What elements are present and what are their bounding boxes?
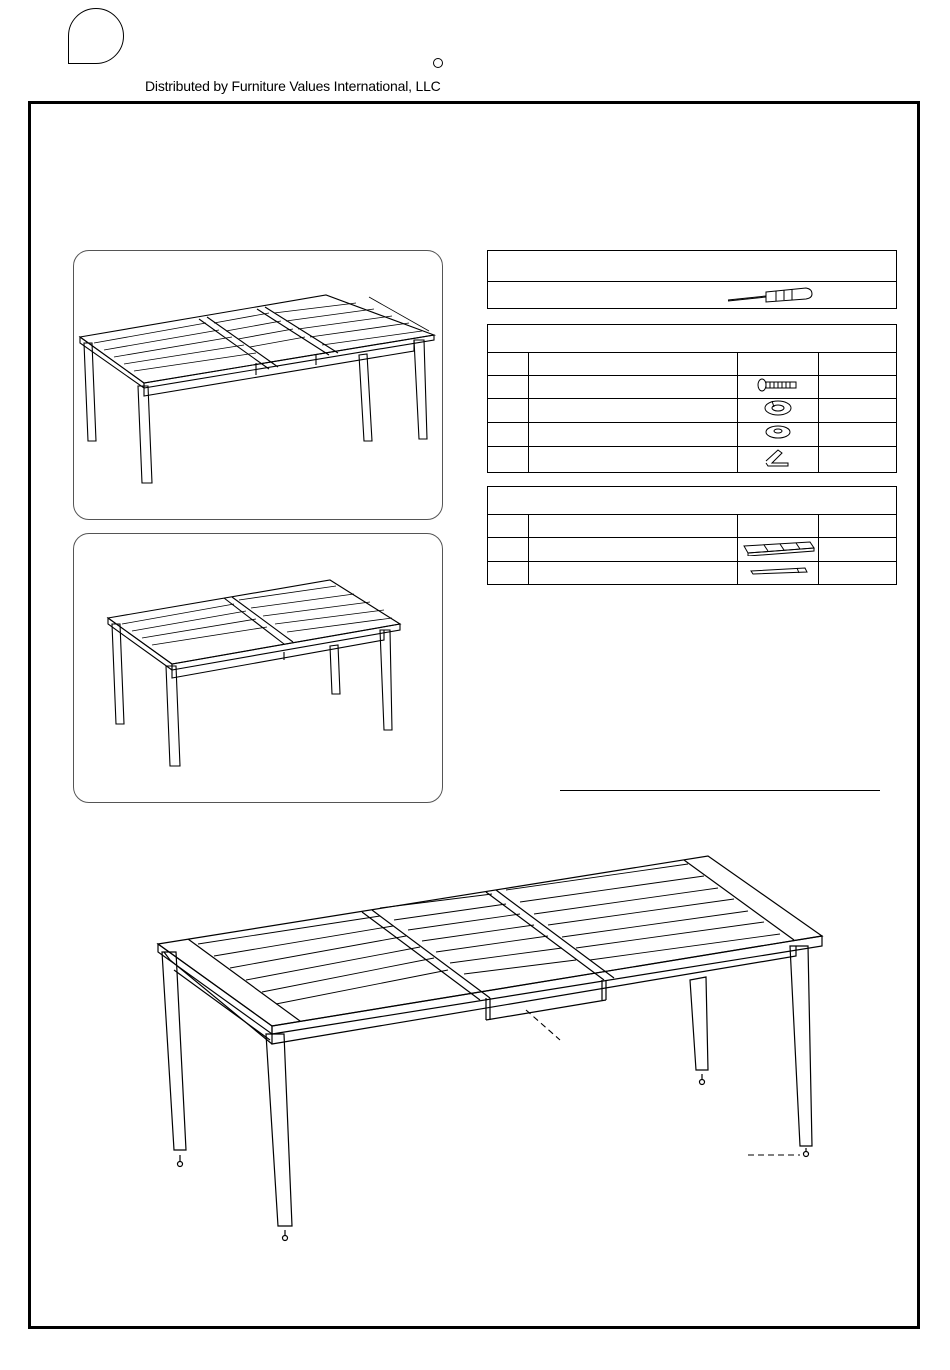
- distributor-line: Distributed by Furniture Values International, LLC: [145, 78, 441, 94]
